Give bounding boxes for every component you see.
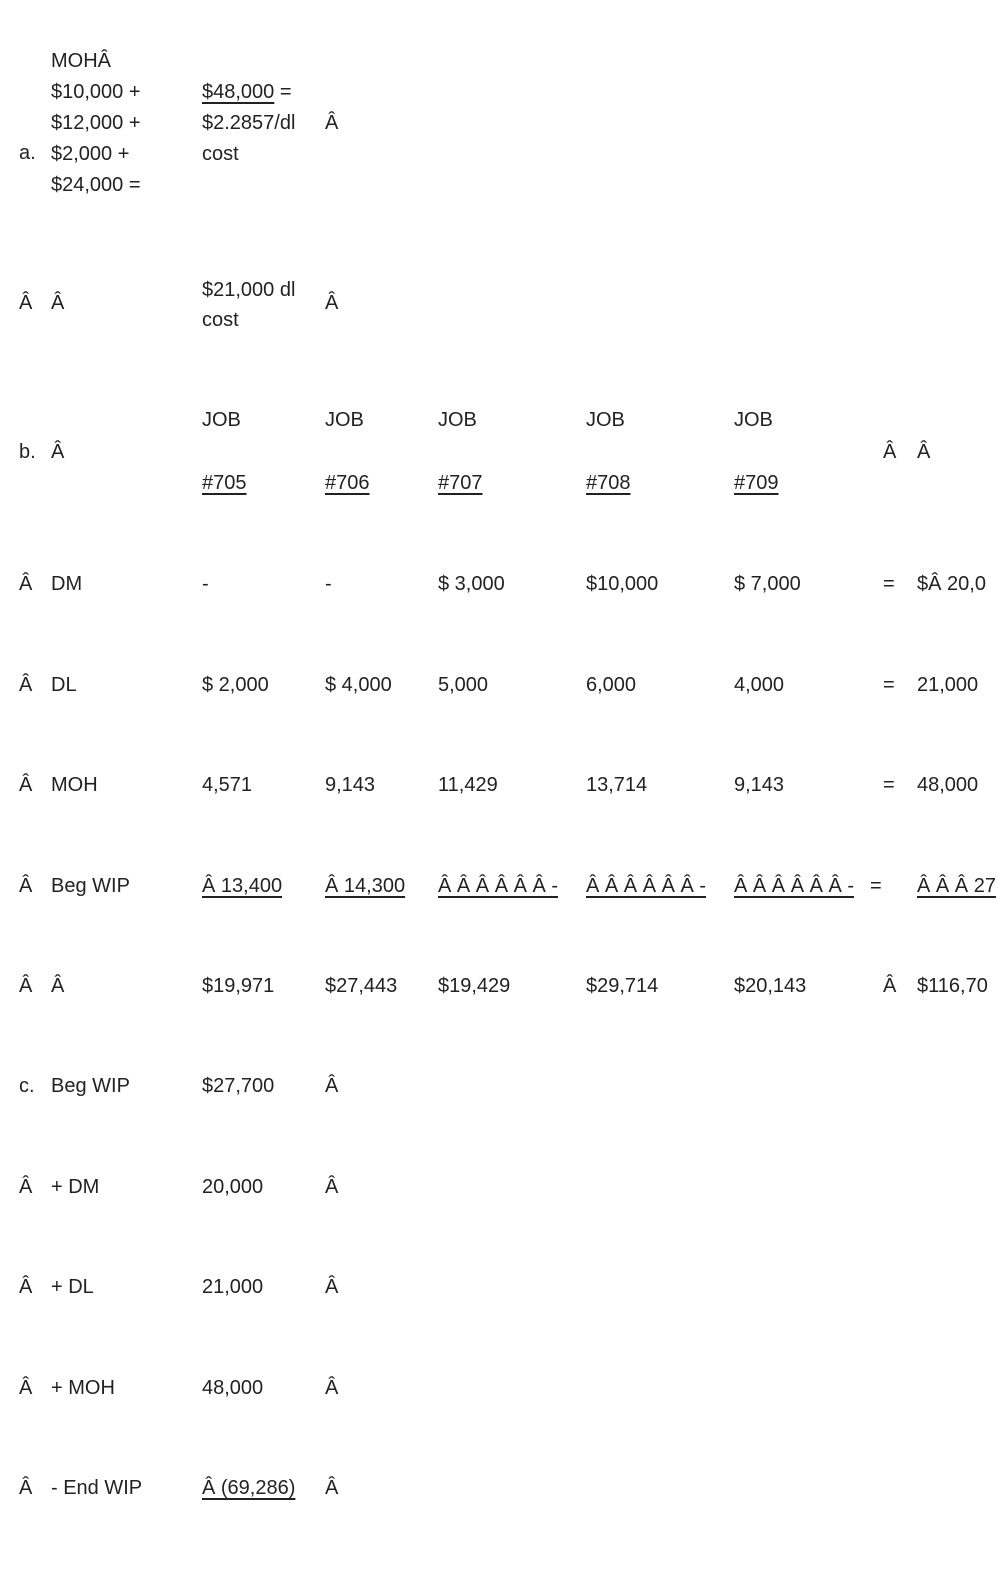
dl-cost-line: cost: [202, 309, 239, 331]
rate-line: $2.2857/dl: [202, 112, 296, 134]
denominator-trail: Â: [325, 292, 339, 314]
cell-707: Â Â Â Â Â Â -: [438, 875, 559, 897]
row-equals: Â: [883, 975, 897, 997]
cell-706: -: [325, 573, 332, 595]
row-marker: Â: [19, 573, 33, 595]
row-trail: Â: [325, 1377, 339, 1399]
row-value: 48,000: [202, 1377, 264, 1399]
job-header-707-line1: JOB: [438, 409, 477, 431]
cell-706: $27,443: [325, 975, 398, 997]
row-equals: =: [883, 674, 895, 696]
cell-707: 11,429: [438, 774, 498, 796]
cell-705: -: [202, 573, 209, 595]
row-label: MOH: [51, 774, 98, 796]
header-trail: Â: [883, 441, 897, 463]
row-label: + DL: [51, 1276, 94, 1298]
row-total: $116,70: [917, 975, 988, 997]
cell-705: $19,971: [202, 975, 275, 997]
row-equals: =: [883, 573, 895, 595]
row-marker: Â: [19, 1176, 33, 1198]
part-b-label-trail: Â: [51, 441, 65, 463]
job-header-706-line1: JOB: [325, 409, 364, 431]
row-trail: Â: [325, 1176, 339, 1198]
job-header-705-line1: JOB: [202, 409, 241, 431]
cell-705: $ 2,000: [202, 674, 269, 696]
cell-708: 13,714: [586, 774, 648, 796]
denominator-col2: Â: [51, 292, 65, 314]
row-value: 20,000: [202, 1176, 264, 1198]
cell-709: Â Â Â Â Â Â -: [734, 875, 855, 897]
job-header-707-number: #707: [438, 472, 483, 494]
rate-numerator: $48,000: [202, 81, 275, 103]
moh-component: $12,000 +: [51, 112, 141, 134]
row-label: Beg WIP: [51, 875, 130, 897]
job-header-708-line1: JOB: [586, 409, 625, 431]
cell-707: $19,429: [438, 975, 511, 997]
row-label: DL: [51, 674, 77, 696]
row-marker: Â: [19, 975, 33, 997]
rate-equals: =: [274, 81, 292, 103]
cell-709: 4,000: [734, 674, 785, 696]
row-label: + MOH: [51, 1377, 115, 1399]
dl-cost-line: $21,000 dl: [202, 279, 296, 301]
row-total: 48,000: [917, 774, 979, 796]
cell-708: $29,714: [586, 975, 659, 997]
denominator-col1: Â: [19, 292, 33, 314]
moh-component: $2,000 +: [51, 143, 130, 165]
cell-706: 9,143: [325, 774, 376, 796]
cell-705: Â 13,400: [202, 875, 283, 897]
row-label: Beg WIP: [51, 1075, 130, 1097]
job-header-705-number: #705: [202, 472, 247, 494]
cell-709: 9,143: [734, 774, 785, 796]
row-label: Â: [51, 975, 65, 997]
cell-708: $10,000: [586, 573, 659, 595]
cell-706: $ 4,000: [325, 674, 392, 696]
rate-trail: Â: [325, 112, 339, 134]
dl-cost-base: [202, 275, 295, 335]
row-label: - End WIP: [51, 1477, 143, 1499]
cell-708: 6,000: [586, 674, 637, 696]
job-header-709-number: #709: [734, 472, 779, 494]
moh-rate: [202, 77, 295, 170]
moh-component: MOHÂ: [51, 50, 111, 72]
row-trail: Â: [325, 1075, 339, 1097]
job-header-709-line1: JOB: [734, 409, 773, 431]
row-total: 21,000: [917, 674, 979, 696]
moh-components: [51, 46, 141, 201]
row-total: $Â 20,0: [917, 573, 986, 595]
cell-706: Â 14,300: [325, 875, 406, 897]
job-header-708-number: #708: [586, 472, 631, 494]
cell-705: 4,571: [202, 774, 253, 796]
cell-707: 5,000: [438, 674, 489, 696]
rate-line: cost: [202, 143, 239, 165]
part-b-label: b.: [19, 441, 36, 463]
row-marker: c.: [19, 1075, 35, 1097]
row-equals: =: [870, 875, 882, 897]
row-marker: Â: [19, 1477, 33, 1499]
cell-709: $20,143: [734, 975, 807, 997]
header-trail: Â: [917, 441, 931, 463]
cell-707: $ 3,000: [438, 573, 505, 595]
part-a-label: a.: [19, 142, 36, 164]
row-label: + DM: [51, 1176, 100, 1198]
cell-708: Â Â Â Â Â Â -: [586, 875, 707, 897]
moh-component: $24,000 =: [51, 174, 141, 196]
job-header-706-number: #706: [325, 472, 370, 494]
row-marker: Â: [19, 1377, 33, 1399]
row-trail: Â: [325, 1477, 339, 1499]
cell-709: $ 7,000: [734, 573, 801, 595]
row-label: DM: [51, 573, 83, 595]
row-value: 21,000: [202, 1276, 264, 1298]
row-trail: Â: [325, 1276, 339, 1298]
row-marker: Â: [19, 1276, 33, 1298]
row-marker: Â: [19, 875, 33, 897]
row-marker: Â: [19, 774, 33, 796]
row-equals: =: [883, 774, 895, 796]
row-value: $27,700: [202, 1075, 275, 1097]
row-marker: Â: [19, 674, 33, 696]
moh-component: $10,000 +: [51, 81, 141, 103]
row-value: Â (69,286): [202, 1477, 296, 1499]
row-total: Â Â Â 27: [917, 875, 996, 897]
